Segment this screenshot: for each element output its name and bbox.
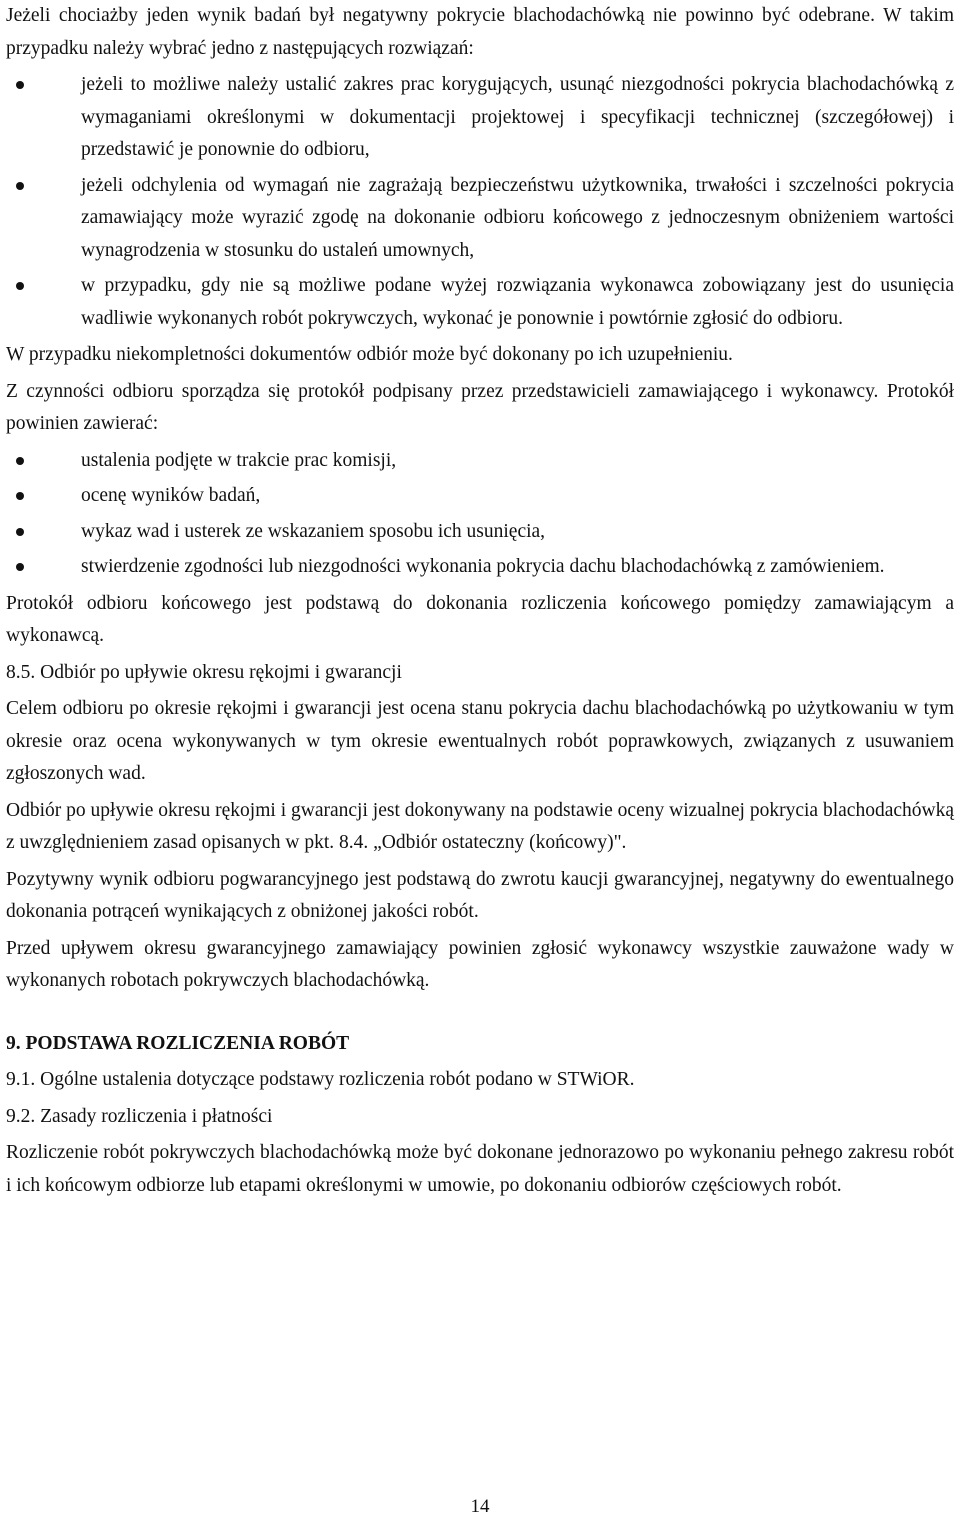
incomplete-documents-paragraph: W przypadku niekompletności dokumentów odbiór może być dokonany po ich uzupełnieniu. [6, 344, 733, 365]
bullet-icon [16, 563, 24, 571]
section-8-5-paragraph-4: Przed upływem okresu gwarancyjnego zamawiający powinien zgłosić wykonawcy wszystkie zauważone wady w wykonanych robotach pokrywczych blachodachówką. [6, 937, 954, 991]
bullet-icon [16, 492, 24, 500]
protocol-intro-paragraph: Z czynności odbioru sporządza się protokół podpisany przez przedstawicieli zamawiającego i wykonawcy. Protokół powinien zawierać: [6, 380, 954, 434]
list-item-text: w przypadku, gdy nie są możliwe podane wyżej rozwiązania wykonawca zobowiązany jest do usunięcia wadliwie wykonanych robót pokrywczych, wykonać je ponownie i powtórnie zgłosić do odbioru. [81, 275, 954, 329]
section-9-2-paragraph: Rozliczenie robót pokrywczych blachodachówką może być dokonane jednorazowo po wykonaniu pełnego zakresu robót i ich końcowym odbiorze lub etapami określonymi w umowie, po dokonaniu odbiorów częściowych robót. [6, 1142, 954, 1196]
list-item-text: stwierdzenie zgodności lub niezgodności wykonania pokrycia dachu blachodachówką z zamówieniem. [81, 556, 885, 577]
list-item-text: wykaz wad i usterek ze wskazaniem sposobu ich usunięcia, [81, 520, 546, 542]
list-item-text: ocenę wyników badań, [81, 485, 261, 506]
list-item-text: ustalenia podjęte w trakcie prac komisji, [81, 449, 397, 471]
section-9-title: 9. PODSTAWA ROZLICZENIA ROBÓT [6, 1032, 350, 1054]
list-item [6, 445, 954, 478]
intro-paragraph: Jeżeli chociażby jeden wynik badań był negatywny pokrycie blachodachówką nie powinno być odebrane. W takim przypadku należy wybrać jedno z następujących rozwiązań: [6, 5, 954, 59]
bullet-icon [16, 182, 24, 190]
list-item-text: jeżeli to możliwe należy ustalić zakres prac korygujących, usunąć niezgodności pokrycia blachodachówką z wymaganiami określonymi w dokumentacji projektowej i specyfikacji technicznej (szczegółowej) i przedstawić je ponownie do odbioru, [81, 74, 954, 160]
bullet-icon [16, 81, 24, 89]
list-item [6, 170, 954, 268]
bullet-icon [16, 282, 24, 290]
remedy-options-list [6, 69, 954, 335]
list-item [6, 516, 954, 549]
list-item [6, 551, 954, 584]
list-item [6, 69, 954, 167]
bullet-icon [16, 457, 24, 465]
section-8-5-heading: 8.5. Odbiór po upływie okresu rękojmi i gwarancji [6, 661, 402, 683]
list-item [6, 480, 954, 513]
section-8-5-paragraph-2: Odbiór po upływie okresu rękojmi i gwarancji jest dokonywany na podstawie oceny wizualnej pokrycia blachodachówką z uwzględnieniem zasad opisanych w pkt. 8.4. „Odbiór ostateczny (końcowy)". [6, 799, 954, 853]
section-9-1-heading: 9.1. Ogólne ustalenia dotyczące podstawy rozliczenia robót podano w STWiOR. [6, 1069, 635, 1090]
section-8-5-paragraph-1: Celem odbioru po okresie rękojmi i gwarancji jest ocena stanu pokrycia dachu blachodachówką po użytkowaniu w tym okresie oraz ocena wykonywanych w tym okresie ewentualnych robót poprawkowych, związanych z usuwaniem zgłoszonych wad. [6, 698, 954, 784]
bullet-icon [16, 528, 24, 536]
section-8-5-paragraph-3: Pozytywny wynik odbioru pogwarancyjnego jest podstawą do zwrotu kaucji gwarancyjnej, negatywny do ewentualnego dokonania potrąceń wynikających z obniżonej jakości robót. [6, 868, 954, 922]
list-item [6, 270, 954, 335]
protocol-contents-list [6, 445, 954, 584]
protocol-basis-paragraph: Protokół odbioru końcowego jest podstawą do dokonania rozliczenia końcowego pomiędzy zamawiającym a wykonawcą. [6, 592, 954, 646]
page-number: 14 [470, 1496, 490, 1517]
section-9-2-heading: 9.2. Zasady rozliczenia i płatności [6, 1105, 273, 1127]
list-item-text: jeżeli odchylenia od wymagań nie zagrażają bezpieczeństwu użytkownika, trwałości i szczelności pokrycia zamawiający może wyrazić zgodę na dokonanie odbioru końcowego z jednoczesnym obniżeniem wartości wynagrodzenia w stosunku do ustaleń umownych, [81, 174, 954, 261]
